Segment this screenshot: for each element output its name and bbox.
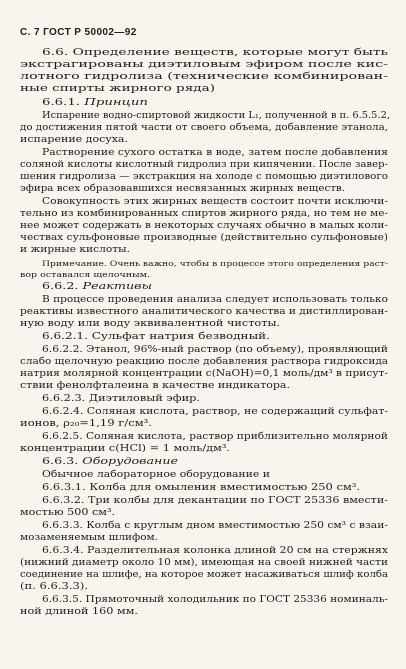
text-line: натрия молярной концентрации c(NaOH)=0,1 моль/дм³ в присут- <box>20 368 388 379</box>
text-line: испарение досуха. <box>20 134 128 145</box>
text-line: 6.6. Определение веществ, которые могут быть <box>42 47 388 58</box>
text-line: соляной кислоты кислотный гидролиз при кипячении. После завер- <box>20 159 388 170</box>
text-line: ной длиной 160 мм. <box>20 606 138 617</box>
text-line: слабо щелочную реакцию после добавления раствора гидроксида <box>20 356 388 367</box>
text-line: нее может содержать в некоторых случаях обычно в малых коли- <box>20 220 388 231</box>
text-line: В процессе проведения анализа следует использовать только <box>42 294 388 305</box>
text-line: до достижения пятой части от своего объема, добавление этанола, <box>20 122 388 133</box>
text-line: 6.6.3.1. Колба для омыления вместимостью 250 см³. <box>42 482 360 493</box>
text-line: ствии фенолфталеина в качестве индикатора. <box>20 380 290 391</box>
text-line: лотного гидролиза (технические комбинирован- <box>20 71 388 82</box>
text-line: концентрации c(HCl) = 1 моль/дм³. <box>20 443 230 454</box>
text-line: 6.6.2.4. Соляная кислота, раствор, не содержащий сульфат- <box>42 406 388 417</box>
text-line: 6.6.3.2. Три колбы для декантации по ГОСТ 25336 вмести- <box>42 495 388 506</box>
text-line: эфира всех образовавшихся несвязанных жирных веществ. <box>20 183 345 194</box>
text-line: экстрагированы диэтиловым эфиром после кис- <box>20 59 388 70</box>
text-line: 6.6.2. Реактивы <box>42 281 152 292</box>
text-line: (п. 6.6.3.3). <box>20 581 88 592</box>
text-line: соединение на шлифе, на которое может насаживаться шлиф колба <box>20 569 388 580</box>
text-line: чествах сульфоновые производные (действительно сульфоновые) <box>20 232 388 243</box>
text-line: и жирные кислоты. <box>20 244 130 255</box>
text-line: реактивы известного аналитического качества и дистиллирован- <box>20 306 388 317</box>
text-line: Обычное лабораторное оборудование и <box>42 469 270 480</box>
text-line: 6.6.2.1. Сульфат натрия безводный. <box>42 331 270 342</box>
text-line: 6.6.2.5. Соляная кислота, раствор приблизительно молярной <box>42 431 388 442</box>
text-line: 6.6.3.3. Колба с круглым дном вместимостью 250 см³ с взаи- <box>42 520 388 531</box>
text-line: ионов, ρ₂₀=1,19 г/см³. <box>20 418 152 429</box>
text-line: (нижний диаметр около 10 мм), имеющая на своей нижней части <box>20 557 388 568</box>
text-line: Примечание. Очень важно, чтобы в процессе этого определения раст- <box>42 259 388 268</box>
text-line: Растворение сухого остатка в воде, затем после добавления <box>42 147 388 158</box>
text-line: мостью 500 см³. <box>20 507 115 518</box>
text-line: вор оставался щелочным. <box>20 270 150 279</box>
text-line: 6.6.2.2. Этанол, 96%-ный раствор (по объему), проявляющий <box>42 344 388 355</box>
text-line: 6.6.2.3. Диэтиловый эфир. <box>42 393 200 404</box>
text-line: Испарение водно-спиртовой жидкости L₁, полученной в п. 6.5.5.2, <box>42 110 391 121</box>
text-line: ные спирты жирного ряда) <box>20 83 215 94</box>
text-line: мозаменяемым шлифом. <box>20 532 158 543</box>
text-line: 6.6.3.4. Разделительная колонка длиной 20 см на стержнях <box>42 545 389 556</box>
text-line: ную воду или воду эквивалентной чистоты. <box>20 318 280 329</box>
page-header: С. 7 ГОСТ Р 50002—92 <box>20 27 137 38</box>
text-line: тельно из комбинированных спиртов жирного ряда, но тем не ме- <box>20 208 388 219</box>
text-line: шения гидролиза — экстракция на холоде с помощью диэтилового <box>20 171 388 182</box>
text-line: Совокупность этих жирных веществ состоит почти исключи- <box>42 196 388 207</box>
text-line: 6.6.3. Оборудование <box>42 456 178 467</box>
text-line: 6.6.3.5. Прямоточный холодильник по ГОСТ 25336 номиналь- <box>42 594 388 605</box>
text-line: 6.6.1. Принцип <box>42 97 148 108</box>
